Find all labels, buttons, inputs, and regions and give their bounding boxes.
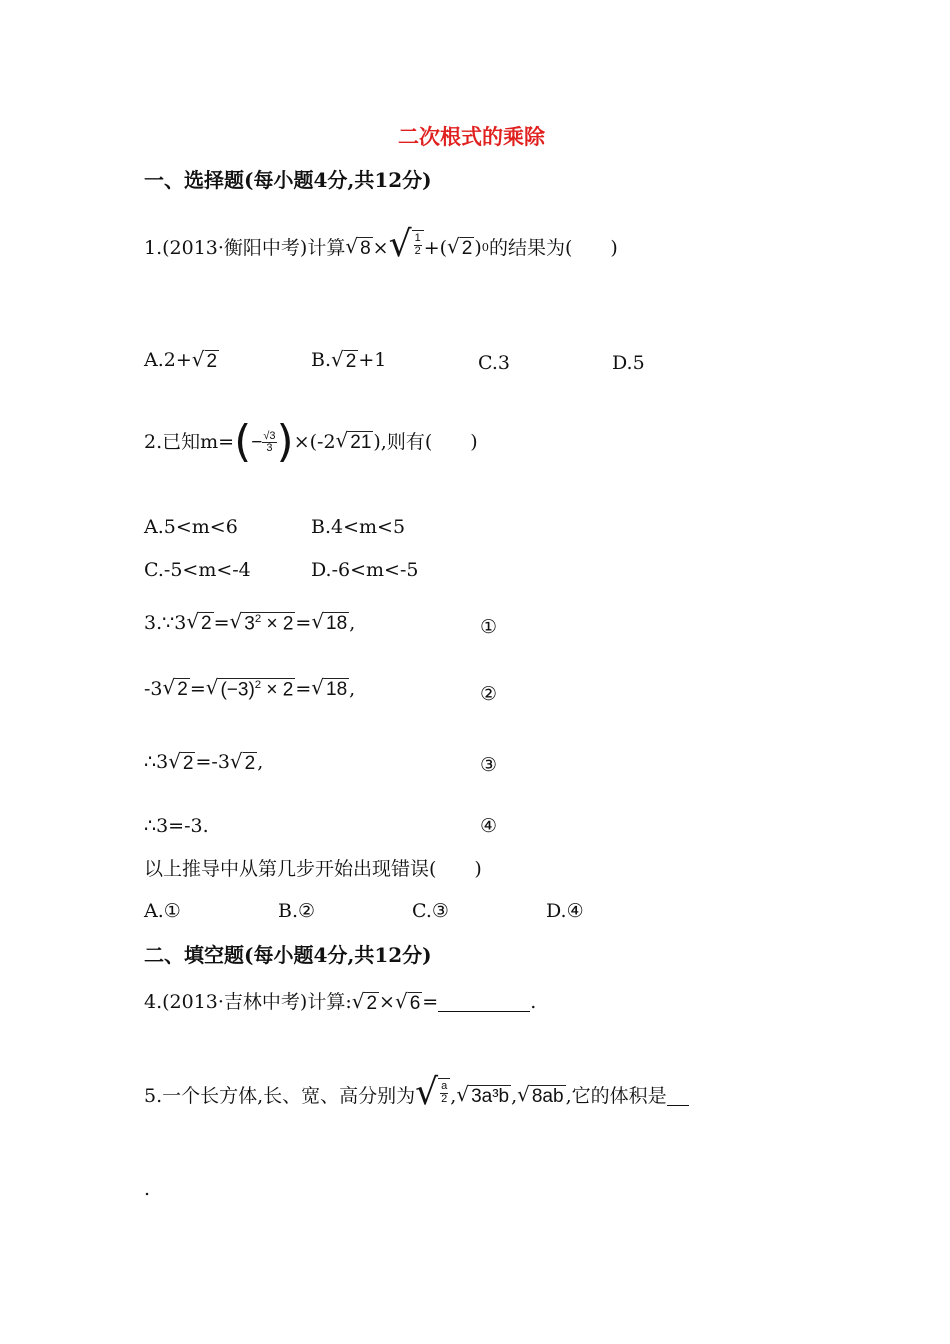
q3-step2-sqrt-18: √ 18	[311, 675, 348, 701]
question-5	[144, 1071, 689, 1114]
q3-step1-sqrt-18: √ 18	[311, 609, 348, 635]
q5-prefix: 5.一个长方体,长、宽、高分别为	[144, 1084, 416, 1107]
q3-option-a[interactable]: A.①	[144, 900, 181, 922]
q5-sqrt-3a3b: √ 3a³b	[456, 1082, 510, 1108]
q2-option-b[interactable]: B.4<m<5	[311, 516, 406, 538]
q3-step-1	[144, 609, 356, 635]
q1-close: )	[474, 236, 482, 259]
q3-step3-pre: ∴3	[144, 751, 169, 774]
q3-step3-end: ,	[257, 751, 264, 774]
q3-step1-end: ,	[349, 611, 356, 634]
q2-option-a[interactable]: A.5<m<6	[144, 516, 238, 538]
q3-mark-4: ④	[480, 815, 498, 837]
q2-option-d[interactable]: D.-6<m<-5	[311, 559, 419, 581]
q3-step-3	[144, 749, 264, 774]
q1-option-a-sqrt: √ 2	[191, 347, 218, 372]
q3-mark-1: ①	[480, 616, 498, 638]
q3-option-d[interactable]: D.④	[546, 900, 584, 922]
q3-step1-pre: 3.∵3	[144, 611, 187, 634]
q5-suffix: ,它的体积是	[565, 1084, 667, 1107]
q1-sqrt-2: √ 2	[447, 234, 473, 260]
q1-times: ×	[372, 236, 389, 259]
q1-option-b-text: B.	[311, 349, 332, 372]
q3-step3-sqrt-2b: √ 2	[229, 749, 256, 774]
q4-prefix: 4.(2013·吉林中考)计算:	[144, 991, 352, 1014]
q3-mark-2: ②	[480, 683, 498, 705]
q5-end: .	[144, 1178, 151, 1200]
q3-step2-eq2: =	[295, 677, 312, 700]
q1-option-a-text: A.2+	[144, 349, 192, 372]
q5-comma-2: ,	[511, 1084, 518, 1107]
q3-step1-sqrt-expr: √ $3^2 \times 2$	[229, 609, 294, 635]
q3-step-2	[144, 675, 356, 701]
q1-option-c[interactable]: C.3	[478, 352, 510, 374]
q3-option-c[interactable]: C.③	[412, 900, 449, 922]
q2-right-paren: )	[276, 416, 294, 467]
q2-mid: ×(-2	[293, 430, 336, 453]
q3-step-4: ∴3=-3.	[144, 815, 209, 837]
q1-prefix: 1.(2013·衡阳中考)计算	[144, 236, 346, 259]
q2-minus: −	[251, 431, 263, 453]
q1-option-b-tail: +1	[358, 349, 387, 372]
q4-end: .	[530, 991, 537, 1014]
q1-option-b[interactable]	[311, 347, 387, 372]
section-heading-fill: 二、填空题(每小题4分,共12分)	[144, 943, 432, 967]
q3-step3-mid: =-3	[195, 751, 230, 774]
q1-option-b-sqrt: √ 2	[331, 347, 357, 372]
q1-plus: +(	[423, 236, 448, 259]
q4-sqrt-6: √ 6	[394, 989, 421, 1014]
q1-sqrt-half: √ $\frac{1}{2}$	[389, 230, 424, 266]
q1-option-a[interactable]	[144, 347, 219, 372]
q2-sqrt-21: √ 21	[335, 428, 372, 454]
q3-mark-3: ③	[480, 754, 498, 776]
q3-step2-sqrt-expr: √ $(-3)^2 \times 2$	[205, 675, 294, 701]
section-heading-choice: 一、选择题(每小题4分,共12分)	[144, 168, 432, 192]
question-4	[144, 989, 537, 1014]
q4-sqrt-2: √ 2	[351, 989, 378, 1014]
q3-step1-eq2: =	[295, 611, 312, 634]
q1-sqrt-8: √ 8	[345, 234, 371, 260]
q2-option-c[interactable]: C.-5<m<-4	[144, 559, 251, 581]
q5-answer-blank[interactable]	[667, 1087, 689, 1106]
q3-step1-sqrt-2: √ 2	[186, 609, 212, 635]
q1-option-d[interactable]: D.5	[612, 352, 645, 374]
q5-sqrt-a-half: √ $\frac{a}{2}$	[415, 1078, 450, 1114]
q3-step2-sqrt-2: √ 2	[162, 675, 188, 701]
q2-left-paren: (	[234, 416, 252, 467]
q3-question: 以上推导中从第几步开始出现错误( )	[144, 858, 482, 880]
q3-step2-pre: -3	[144, 677, 163, 700]
q4-times: ×	[379, 991, 395, 1014]
q3-step3-sqrt-2a: √ 2	[168, 749, 194, 774]
q4-answer-blank[interactable]	[438, 993, 530, 1012]
q2-prefix: 2.已知m=	[144, 430, 235, 453]
q4-eq: =	[422, 991, 439, 1014]
q5-sqrt-8ab: √ 8ab	[517, 1082, 564, 1108]
q1-exponent: 0	[481, 240, 490, 255]
q3-option-b[interactable]: B.②	[278, 900, 316, 922]
q3-step1-eq: =	[213, 611, 230, 634]
q1-suffix: 的结果为( )	[489, 236, 618, 259]
page-title: 二次根式的乘除	[398, 124, 545, 149]
q2-suffix: ),则有( )	[373, 430, 478, 453]
q3-step2-end: ,	[349, 677, 356, 700]
q2-fraction: $\frac{√3}{3}$	[263, 429, 276, 454]
q3-step2-eq: =	[189, 677, 206, 700]
question-1	[144, 223, 618, 266]
q5-comma-1: ,	[450, 1084, 457, 1107]
question-2	[144, 416, 478, 467]
